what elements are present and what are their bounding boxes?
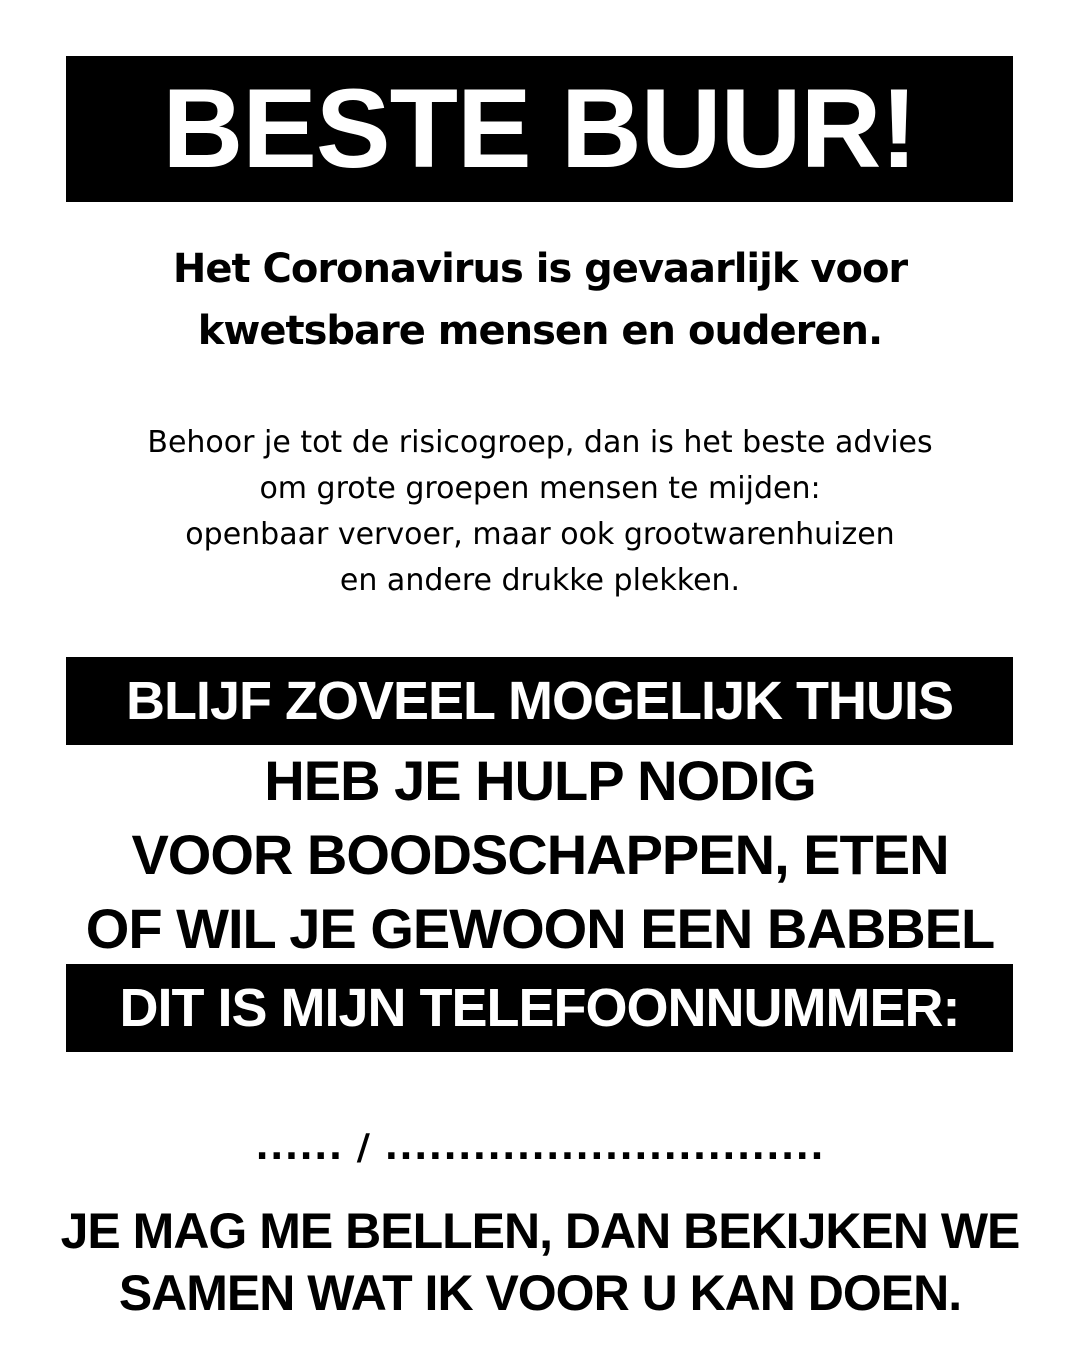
advice-line: openbaar vervoer, maar ook grootwarenhuizen [185, 517, 895, 552]
intro-line: Het Coronavirus is gevaarlijk voor [172, 246, 908, 292]
phone-number-field [0, 1118, 1080, 1178]
stay-home-text: BLIJF ZOVEEL MOGELIJK THUIS [125, 671, 954, 731]
phone-label-text: DIT IS MIJN TELEFOONNUMMER: [119, 978, 960, 1038]
title-banner [66, 56, 1013, 202]
stay-home-banner [66, 657, 1013, 745]
advice-line: om grote groepen mensen te mijden: [259, 471, 821, 506]
closing-line: SAMEN WAT IK VOOR U KAN DOEN. [118, 1265, 962, 1321]
intro-text [0, 238, 1080, 362]
help-text [0, 744, 1080, 966]
intro-line: kwetsbare mensen en ouderen. [197, 308, 883, 354]
phone-number-placeholder: ...... / .............................. [255, 1127, 825, 1168]
page-title: BESTE BUUR! [162, 66, 917, 191]
help-line: VOOR BOODSCHAPPEN, ETEN [131, 823, 949, 886]
advice-line: Behoor je tot de risicogroep, dan is het beste advies [147, 425, 933, 460]
phone-label-banner [66, 964, 1013, 1052]
help-line: HEB JE HULP NODIG [264, 749, 816, 812]
advice-text [0, 420, 1080, 604]
closing-text [0, 1200, 1080, 1324]
closing-line: JE MAG ME BELLEN, DAN BEKIJKEN WE [60, 1203, 1020, 1259]
help-line: OF WIL JE GEWOON EEN BABBEL [85, 897, 995, 960]
advice-line: en andere drukke plekken. [339, 563, 741, 598]
